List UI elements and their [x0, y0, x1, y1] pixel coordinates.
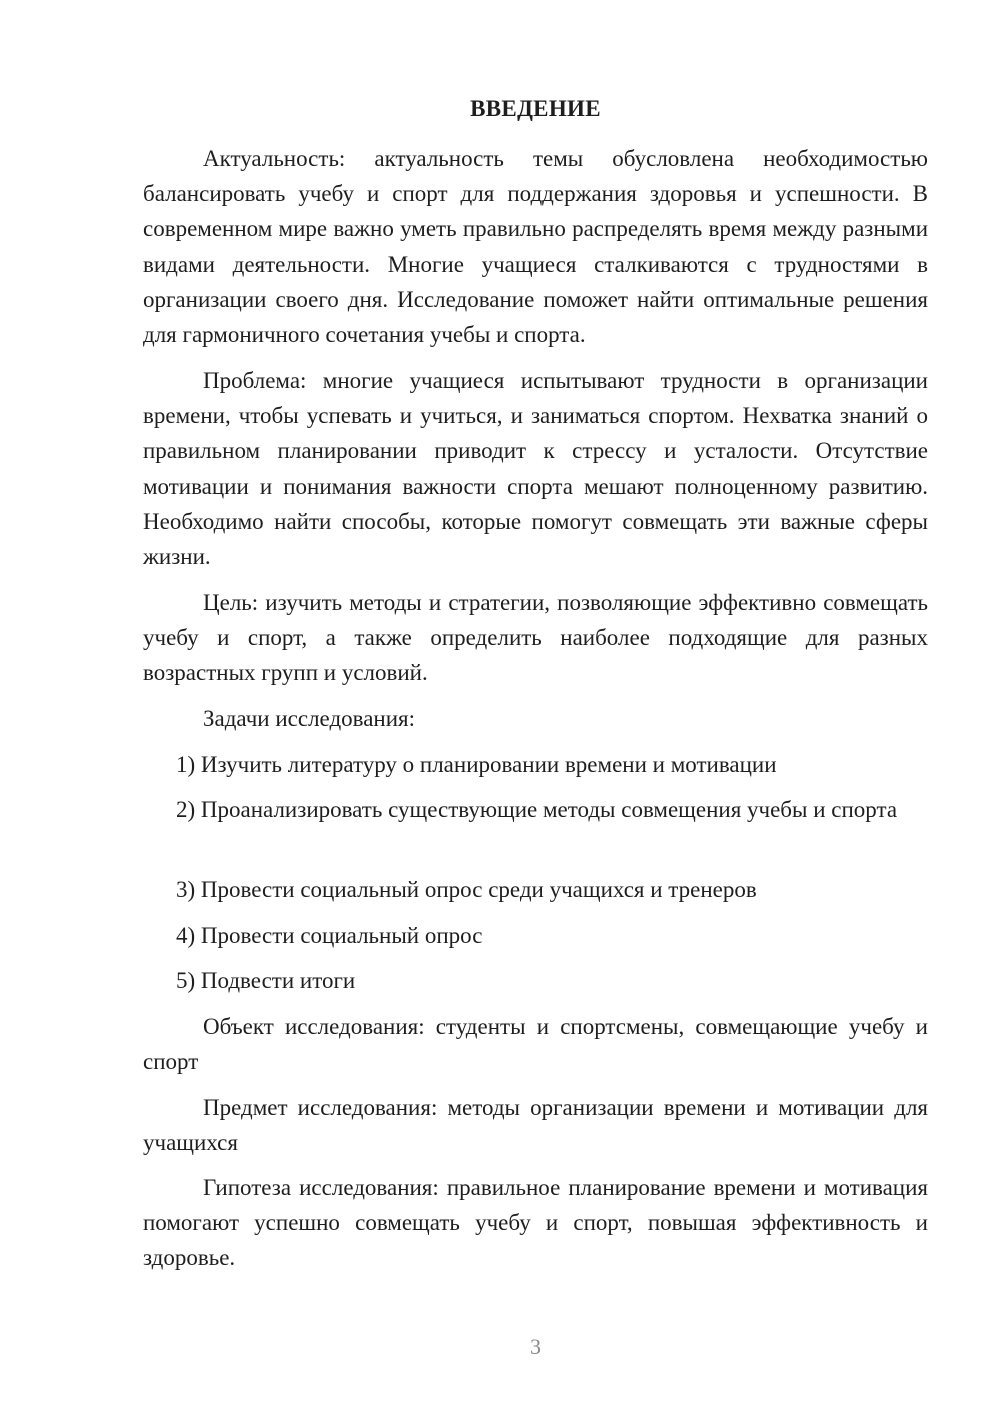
goal-paragraph: Цель: изучить методы и стратегии, позволяющие эффективно совмещать учебу и спорт, а также определить наиболее подходящие для разных возрастных групп и условий.	[143, 590, 928, 686]
object-paragraph: Объект исследования: студенты и спортсмены, совмещающие учебу и спорт	[143, 1014, 928, 1075]
hypothesis-paragraph: Гипотеза исследования: правильное планирование времени и мотивация помогают успешно совмещать учебу и спорт, повышая эффективность и здоровье.	[143, 1175, 928, 1271]
page-title: ВВЕДЕНИЕ	[470, 96, 601, 121]
document-page	[143, 0, 928, 1414]
task-item-3: 3) Провести социальный опрос среди учащихся и тренеров	[176, 877, 757, 902]
relevance-paragraph: Актуальность: актуальность темы обусловлена необходимостью балансировать учебу и спорт для поддержания здоровья и успешности. В современном мире важно уметь правильно распределять время между разными видами деятельности. Многие учащиеся сталкиваются с трудностями в организации своего дня. Исследование поможет найти оптимальные решения для гармоничного сочетания учебы и спорта.	[143, 146, 928, 348]
page-number: 3	[530, 1334, 541, 1359]
task-item-5: 5) Подвести итоги	[176, 968, 356, 993]
task-item-2: 2) Проанализировать существующие методы совмещения учебы и спорта	[176, 797, 898, 822]
tasks-title: Задачи исследования:	[203, 706, 416, 731]
problem-paragraph: Проблема: многие учащиеся испытывают трудности в организации времени, чтобы успевать и учиться, и заниматься спортом. Нехватка знаний о правильном планировании приводит к стрессу и усталости. Отсутствие мотивации и понимания важности спорта мешают полноценному развитию. Необходимо найти способы, которые помогут совмещать эти важные сферы жизни.	[143, 368, 928, 570]
task-item-1: 1) Изучить литературу о планировании времени и мотивации	[176, 752, 777, 777]
subject-paragraph: Предмет исследования: методы организации времени и мотивации для учащихся	[143, 1095, 928, 1156]
task-item-4: 4) Провести социальный опрос	[176, 923, 483, 948]
